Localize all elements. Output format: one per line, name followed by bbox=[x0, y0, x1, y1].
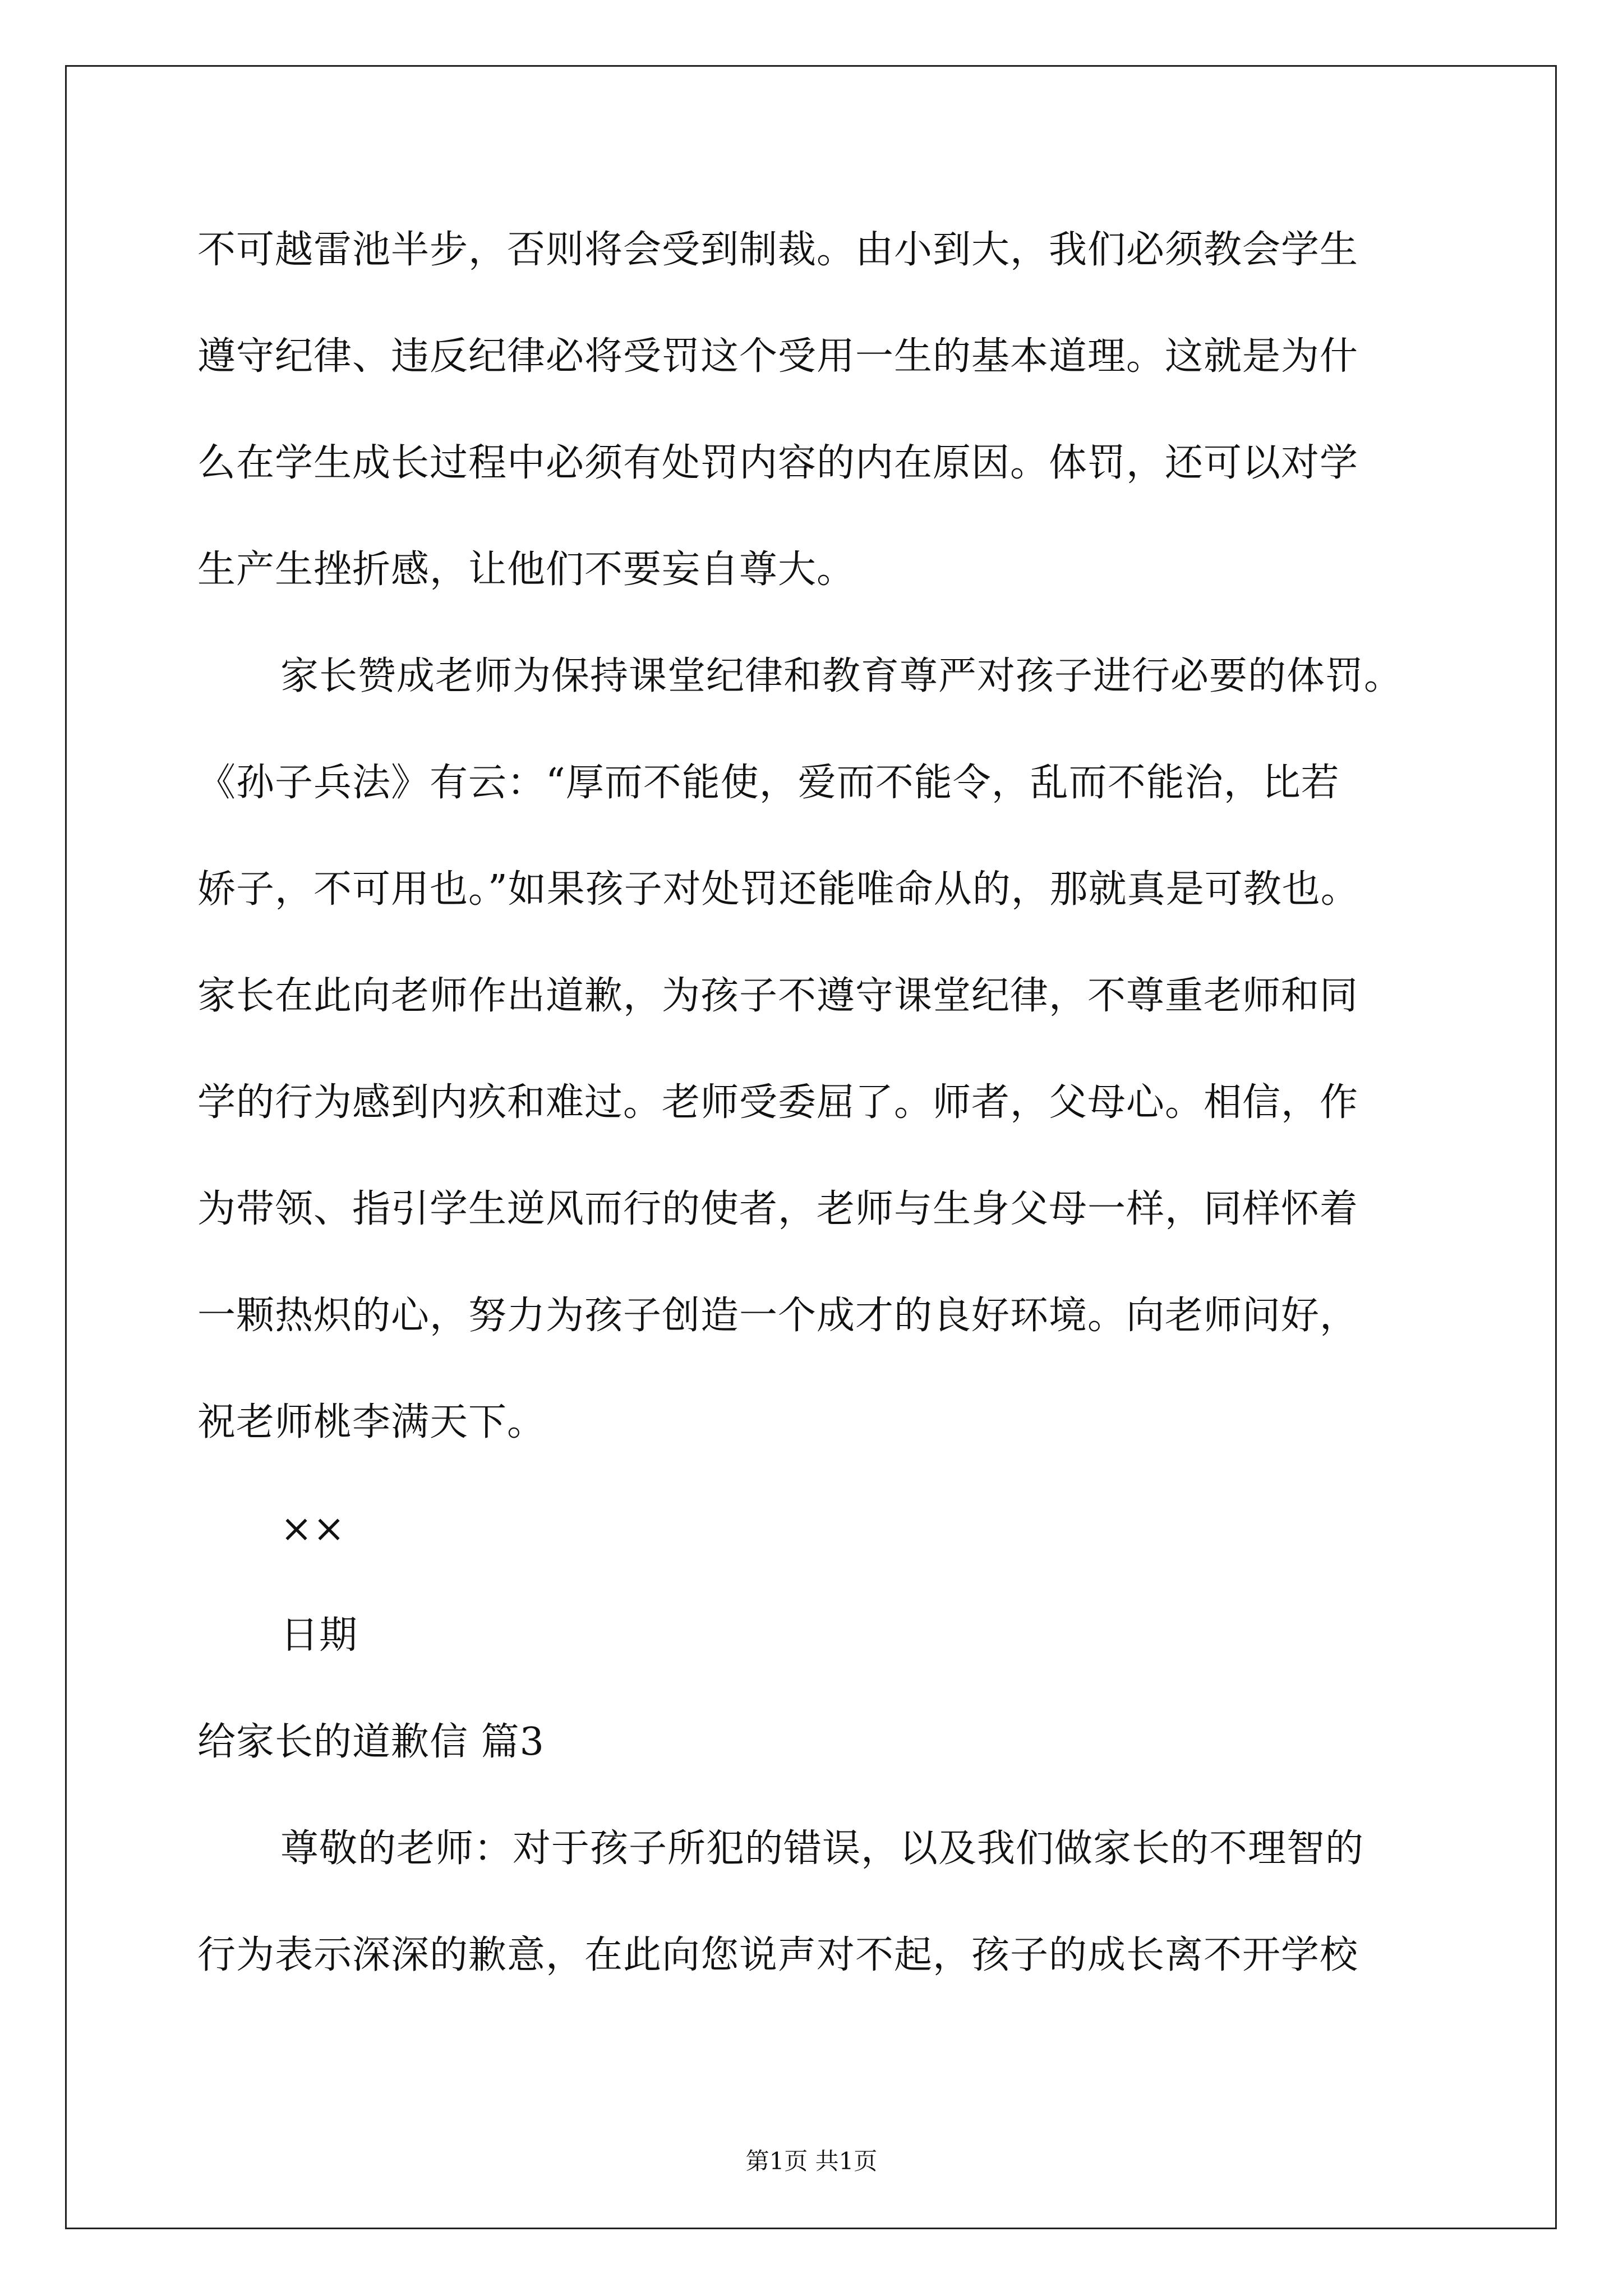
body-line-11: 一颗热炽的心，努力为孩子创造一个成才的良好环境。向老师问好， bbox=[197, 1294, 1359, 1338]
body-line-6: 《孙子兵法》有云：“厚而不能使，爱而不能令，乱而不能治，比若 bbox=[197, 761, 1340, 805]
body-line-17: 行为表示深深的歉意，在此向您说声对不起，孩子的成长离不开学校 bbox=[197, 1933, 1359, 1977]
body-line-12: 祝老师桃李满天下。 bbox=[197, 1400, 546, 1444]
page-footer: 第1页 共1页 bbox=[745, 2147, 878, 2175]
signature-marks: ×× bbox=[280, 1507, 345, 1551]
section-heading: 给家长的道歉信 篇3 bbox=[197, 1720, 545, 1764]
body-line-5: 家长赞成老师为保持课堂纪律和教育尊严对孩子进行必要的体罚。 bbox=[280, 654, 1403, 698]
page-border bbox=[65, 65, 1557, 2229]
body-line-7: 娇子，不可用也。”如果孩子对处罚还能唯命从的，那就真是可教也。 bbox=[197, 867, 1359, 912]
body-line-10: 为带领、指引学生逆风而行的使者，老师与生身父母一样，同样怀着 bbox=[197, 1187, 1359, 1231]
body-line-4: 生产生挫折感，让他们不要妄自尊大。 bbox=[197, 547, 856, 592]
body-line-9: 学的行为感到内疚和难过。老师受委屈了。师者，父母心。相信，作 bbox=[197, 1080, 1359, 1125]
body-line-8: 家长在此向老师作出道歉，为孩子不遵守课堂纪律，不尊重老师和同 bbox=[197, 974, 1359, 1018]
body-line-3: 么在学生成长过程中必须有处罚内容的内在原因。体罚，还可以对学 bbox=[197, 441, 1359, 485]
body-line-1: 不可越雷池半步，否则将会受到制裁。由小到大，我们必须教会学生 bbox=[197, 228, 1359, 272]
body-line-16: 尊敬的老师：对于孩子所犯的错误，以及我们做家长的不理智的 bbox=[280, 1826, 1364, 1871]
body-line-2: 遵守纪律、违反纪律必将受罚这个受用一生的基本道理。这就是为什 bbox=[197, 334, 1359, 379]
date-label: 日期 bbox=[280, 1613, 358, 1658]
